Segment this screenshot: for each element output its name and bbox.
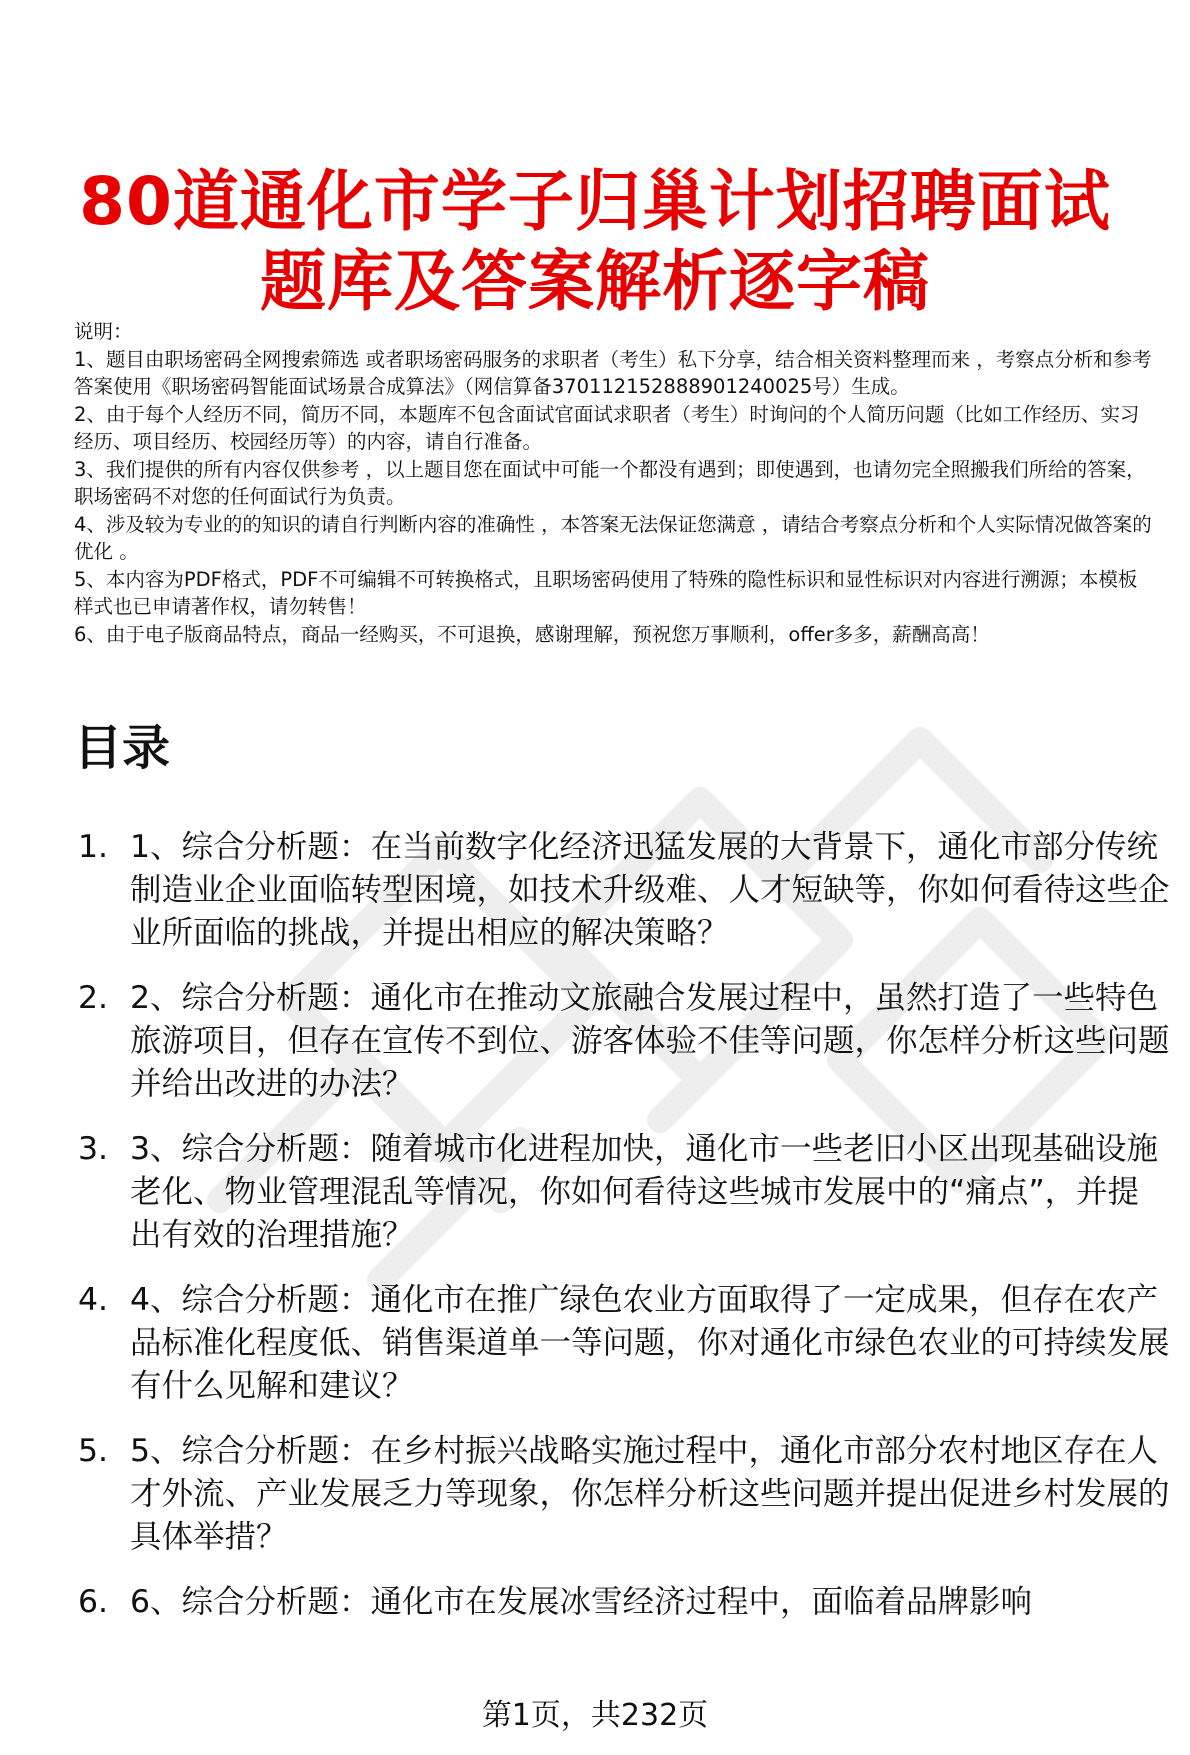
toc-item[interactable] [78,1581,1170,1624]
note-item-2: 2、由于每个人经历不同，简历不同，本题库不包含面试官面试求职者（考生）时询问的个人简历问题（比如工作经历、实习经历、项目经历、校园经历等）的内容，请自行准备。 [74,402,1140,453]
document-title [60,162,1130,322]
note-item-1: 1、题目由职场密码全网搜索筛选 或者职场密码服务的求职者（考生）私下分享，结合相关资料整理而来 ，考察点分析和参考答案使用《职场密码智能面试场景合成算法》（网信算备370112152888901240025号）生成。 [74,347,1152,398]
note-item-5: 5、本内容为PDF格式，PDF不可编辑不可转换格式，且职场密码使用了特殊的隐性标识和显性标识对内容进行溯源；本模板样式也已申请著作权，请勿转售！ [74,567,1138,618]
toc-item-number: 3. [78,1131,109,1167]
title-line-1: 80道通化市学子归巢计划招聘面试 [79,163,1111,241]
title-line-2: 题库及答案解析逐字稿 [260,243,930,321]
notes-heading: 说明： [74,320,133,343]
toc-item-text: 2、综合分析题：通化市在推动文旅融合发展过程中，虽然打造了一些特色旅游项目，但存在宣传不到位、游客体验不佳等问题，你怎样分析这些问题并给出改进的办法？ [130,980,1170,1102]
toc-item-text: 1、综合分析题：在当前数字化经济迅猛发展的大背景下，通化市部分传统制造业企业面临转型困境，如技术升级难、人才短缺等，你如何看待这些企业所面临的挑战，并提出相应的解决策略？ [130,829,1170,951]
toc-item-number: 4. [78,1282,109,1318]
toc-heading: 目录 [74,720,171,776]
page-footer: 第1页，共232页 [481,1698,709,1733]
toc-item-number: 1. [78,829,109,865]
note-item-3: 3、我们提供的所有内容仅供参考 ，以上题目您在面试中可能一个都没有遇到；即使遇到，也请勿完全照搬我们所给的答案，职场密码不对您的任何面试行为负责。 [74,457,1146,508]
toc-item-number: 6. [78,1584,109,1620]
note-item-4: 4、涉及较为专业的的知识的请自行判断内容的准确性 ，本答案无法保证您满意 ，请结合考察点分析和个人实际情况做答案的优化 。 [74,512,1152,563]
toc-item-text: 3、综合分析题：随着城市化进程加快，通化市一些老旧小区出现基础设施老化、物业管理混乱等情况，你如何看待这些城市发展中的“痛点”，并提出有效的治理措施？ [130,1131,1159,1253]
toc-item-number: 5. [78,1433,109,1469]
note-item-6: 6、由于电子版商品特点，商品一经购买，不可退换，感谢理解，预祝您万事顺利，offer多多，薪酬高高！ [74,622,990,646]
toc-item-text: 4、综合分析题：通化市在推广绿色农业方面取得了一定成果，但存在农产品标准化程度低、销售渠道单一等问题，你对通化市绿色农业的可持续发展有什么见解和建议？ [130,1282,1170,1404]
toc-item[interactable] [78,1128,1170,1257]
toc-item[interactable] [78,977,1170,1106]
toc-item-text: 5、综合分析题：在乡村振兴战略实施过程中，通化市部分农村地区存在人才外流、产业发展乏力等现象，你怎样分析这些问题并提出促进乡村发展的具体举措？ [130,1433,1170,1555]
instructions-block [74,318,1154,648]
toc-item[interactable] [78,826,1170,955]
toc-item-number: 2. [78,980,109,1016]
toc-item[interactable] [78,1430,1170,1559]
toc-item-text: 6、综合分析题：通化市在发展冰雪经济过程中，面临着品牌影响 [130,1584,1033,1620]
toc-item[interactable] [78,1279,1170,1408]
toc-list [78,826,1170,1646]
